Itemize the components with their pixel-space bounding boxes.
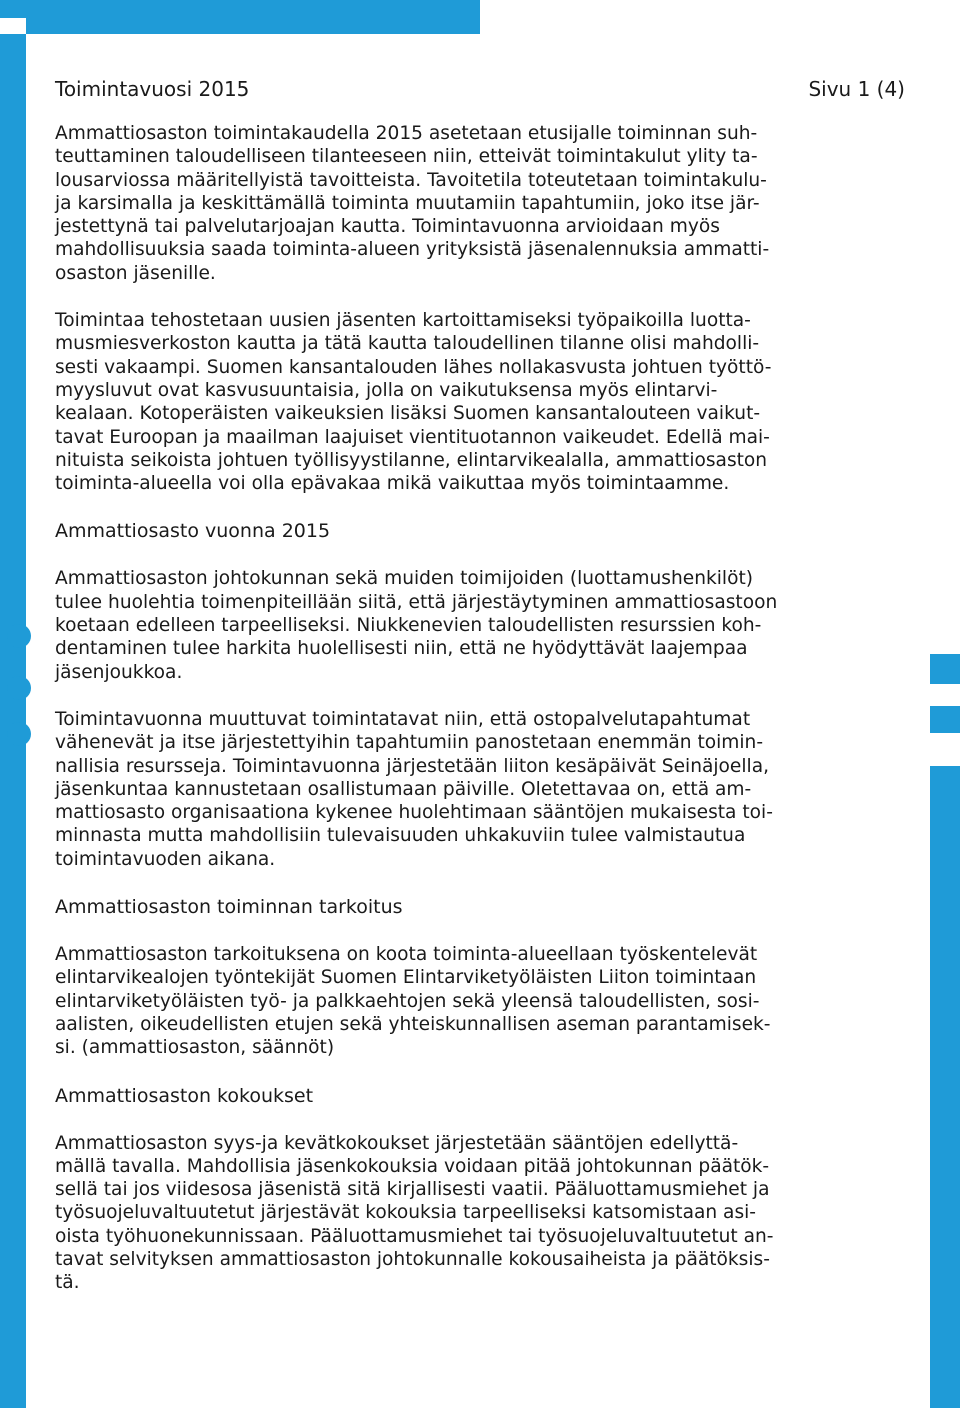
document-body (55, 122, 908, 1295)
page-header (55, 75, 905, 103)
section-heading-purpose: Ammattiosaston toiminnan tarkoitus (55, 896, 403, 919)
paragraph-section4-1: Ammattiosaston syys-ja kevätkokoukset järjestetään sääntöjen edellyttä- mällä tavalla. Mahdollisia jäsenkokouksia voidaan pitää johtokunnan päätök- sellä tai jos viidesosa jäsenistä sitä kirjallisesti vaatii. Pääluottamusmiehet ja työsuojeluvaltuutetut järjestävät kokouksia tarpeelliseksi katsomistaan asi- oista työhuonekunnissaan. Pääluottamusmiehet tai työsuojeluvaltuutetut an- tavat selvityksen ammattiosaston johtokunnalle kokousaiheista ja päätöksis- tä. (55, 1132, 774, 1294)
paragraph-section2-2: Toimintavuonna muuttuvat toimintatavat niin, että ostopalvelutapahtumat vähenevät ja itse järjestettyihin tapahtumiin panostetaan enemmän toimin- nallisia resursseja. Toimintavuonna järjestetään liiton kesäpäivät Seinäjoella, jäsenkuntaa kannustetaan osallistumaan päiville. Oletettavaa on, että am- mattiosasto organisaationa kykenee huolehtimaan sääntöjen mukaisesta toi- minnasta mutta mahdollisiin tulevaisuuden uhkakuviin tulee valmistautua toimintavuoden aikana. (55, 708, 773, 870)
decor-bar-top (26, 0, 480, 34)
decor-dot (7, 722, 31, 746)
paragraph-section3-1: Ammattiosaston tarkoituksena on koota toiminta-alueellaan työskentelevät elintarvikealojen työntekijät Suomen Elintarviketyöläisten Liiton toimintaan elintarviketyöläisten työ- ja palkkaehtojen sekä yleensä taloudellisten, sosi- aalisten, oikeudellisten etujen sekä yhteiskunnallisen aseman parantamisek- si. (ammattiosaston, säännöt) (55, 944, 771, 1059)
page-number-label: Sivu 1 (4) (808, 77, 905, 101)
decor-dot (7, 676, 31, 700)
section-heading-2015: Ammattiosasto vuonna 2015 (55, 520, 331, 543)
paragraph-section2-1: Ammattiosaston johtokunnan sekä muiden toimijoiden (luottamushenkilöt) tulee huolehtia toimenpiteillään siitä, että järjestäytyminen ammattiosastoon koetaan edelleen tarpeelliseksi. Niukkenevien taloudellisten resurssien koh- dentaminen tulee harkita huolellisesti niin, että ne hyödyttävät laajempaa jäsenjoukkoa. (55, 568, 778, 683)
decor-bar-right (930, 766, 960, 1408)
decor-square (930, 654, 960, 684)
decor-bar-left (0, 34, 26, 1408)
paragraph-intro-2: Toimintaa tehostetaan uusien jäsenten kartoittamiseksi työpaikoilla luotta- musmiesverkoston kautta ja tätä kautta taloudellinen tilanne olisi mahdolli- sesti vakaampi. Suomen kansantalouden lähes nollakasvusta johtuen työttö- myysluvut ovat kasvusuuntaisia, jolla on vaikutuksensa myös elintarvi- kealaan. Kotoperäisten vaikeuksien lisäksi Suomen kansantalouteen vaikut- tavat Euroopan ja maailman laajuiset vientituotannon vaikeudet. Edellä mai- nituista seikoista johtuen työllisyystilanne, elintarvikealalla, ammattiosaston toiminta-alueella voi olla epävakaa mikä vaikuttaa myös toimintaamme. (55, 310, 772, 495)
decor-square (930, 706, 960, 733)
decor-dot (7, 624, 31, 648)
document-year-label: Toimintavuosi 2015 (55, 77, 250, 101)
section-heading-meetings: Ammattiosaston kokoukset (55, 1084, 314, 1107)
paragraph-intro-1: Ammattiosaston toimintakaudella 2015 asetetaan etusijalle toiminnan suh- teuttaminen taloudelliseen tilanteeseen niin, etteivät toimintakulut ylity ta- lousarviossa määritellyistä tavoitteista. Tavoitetila toteutetaan toimintakulu- ja karsimalla ja keskittämällä toiminta muutamiin tapahtumiin, joko itse jär- jestettynä tai palvelutarjoajan kautta. Toimintavuonna arvioidaan myös mahdollisuuksia saada toiminta-alueen yrityksistä jäsenalennuksia ammatti- osaston jäsenille. (55, 123, 770, 284)
decor-bar-corner (0, 0, 26, 18)
